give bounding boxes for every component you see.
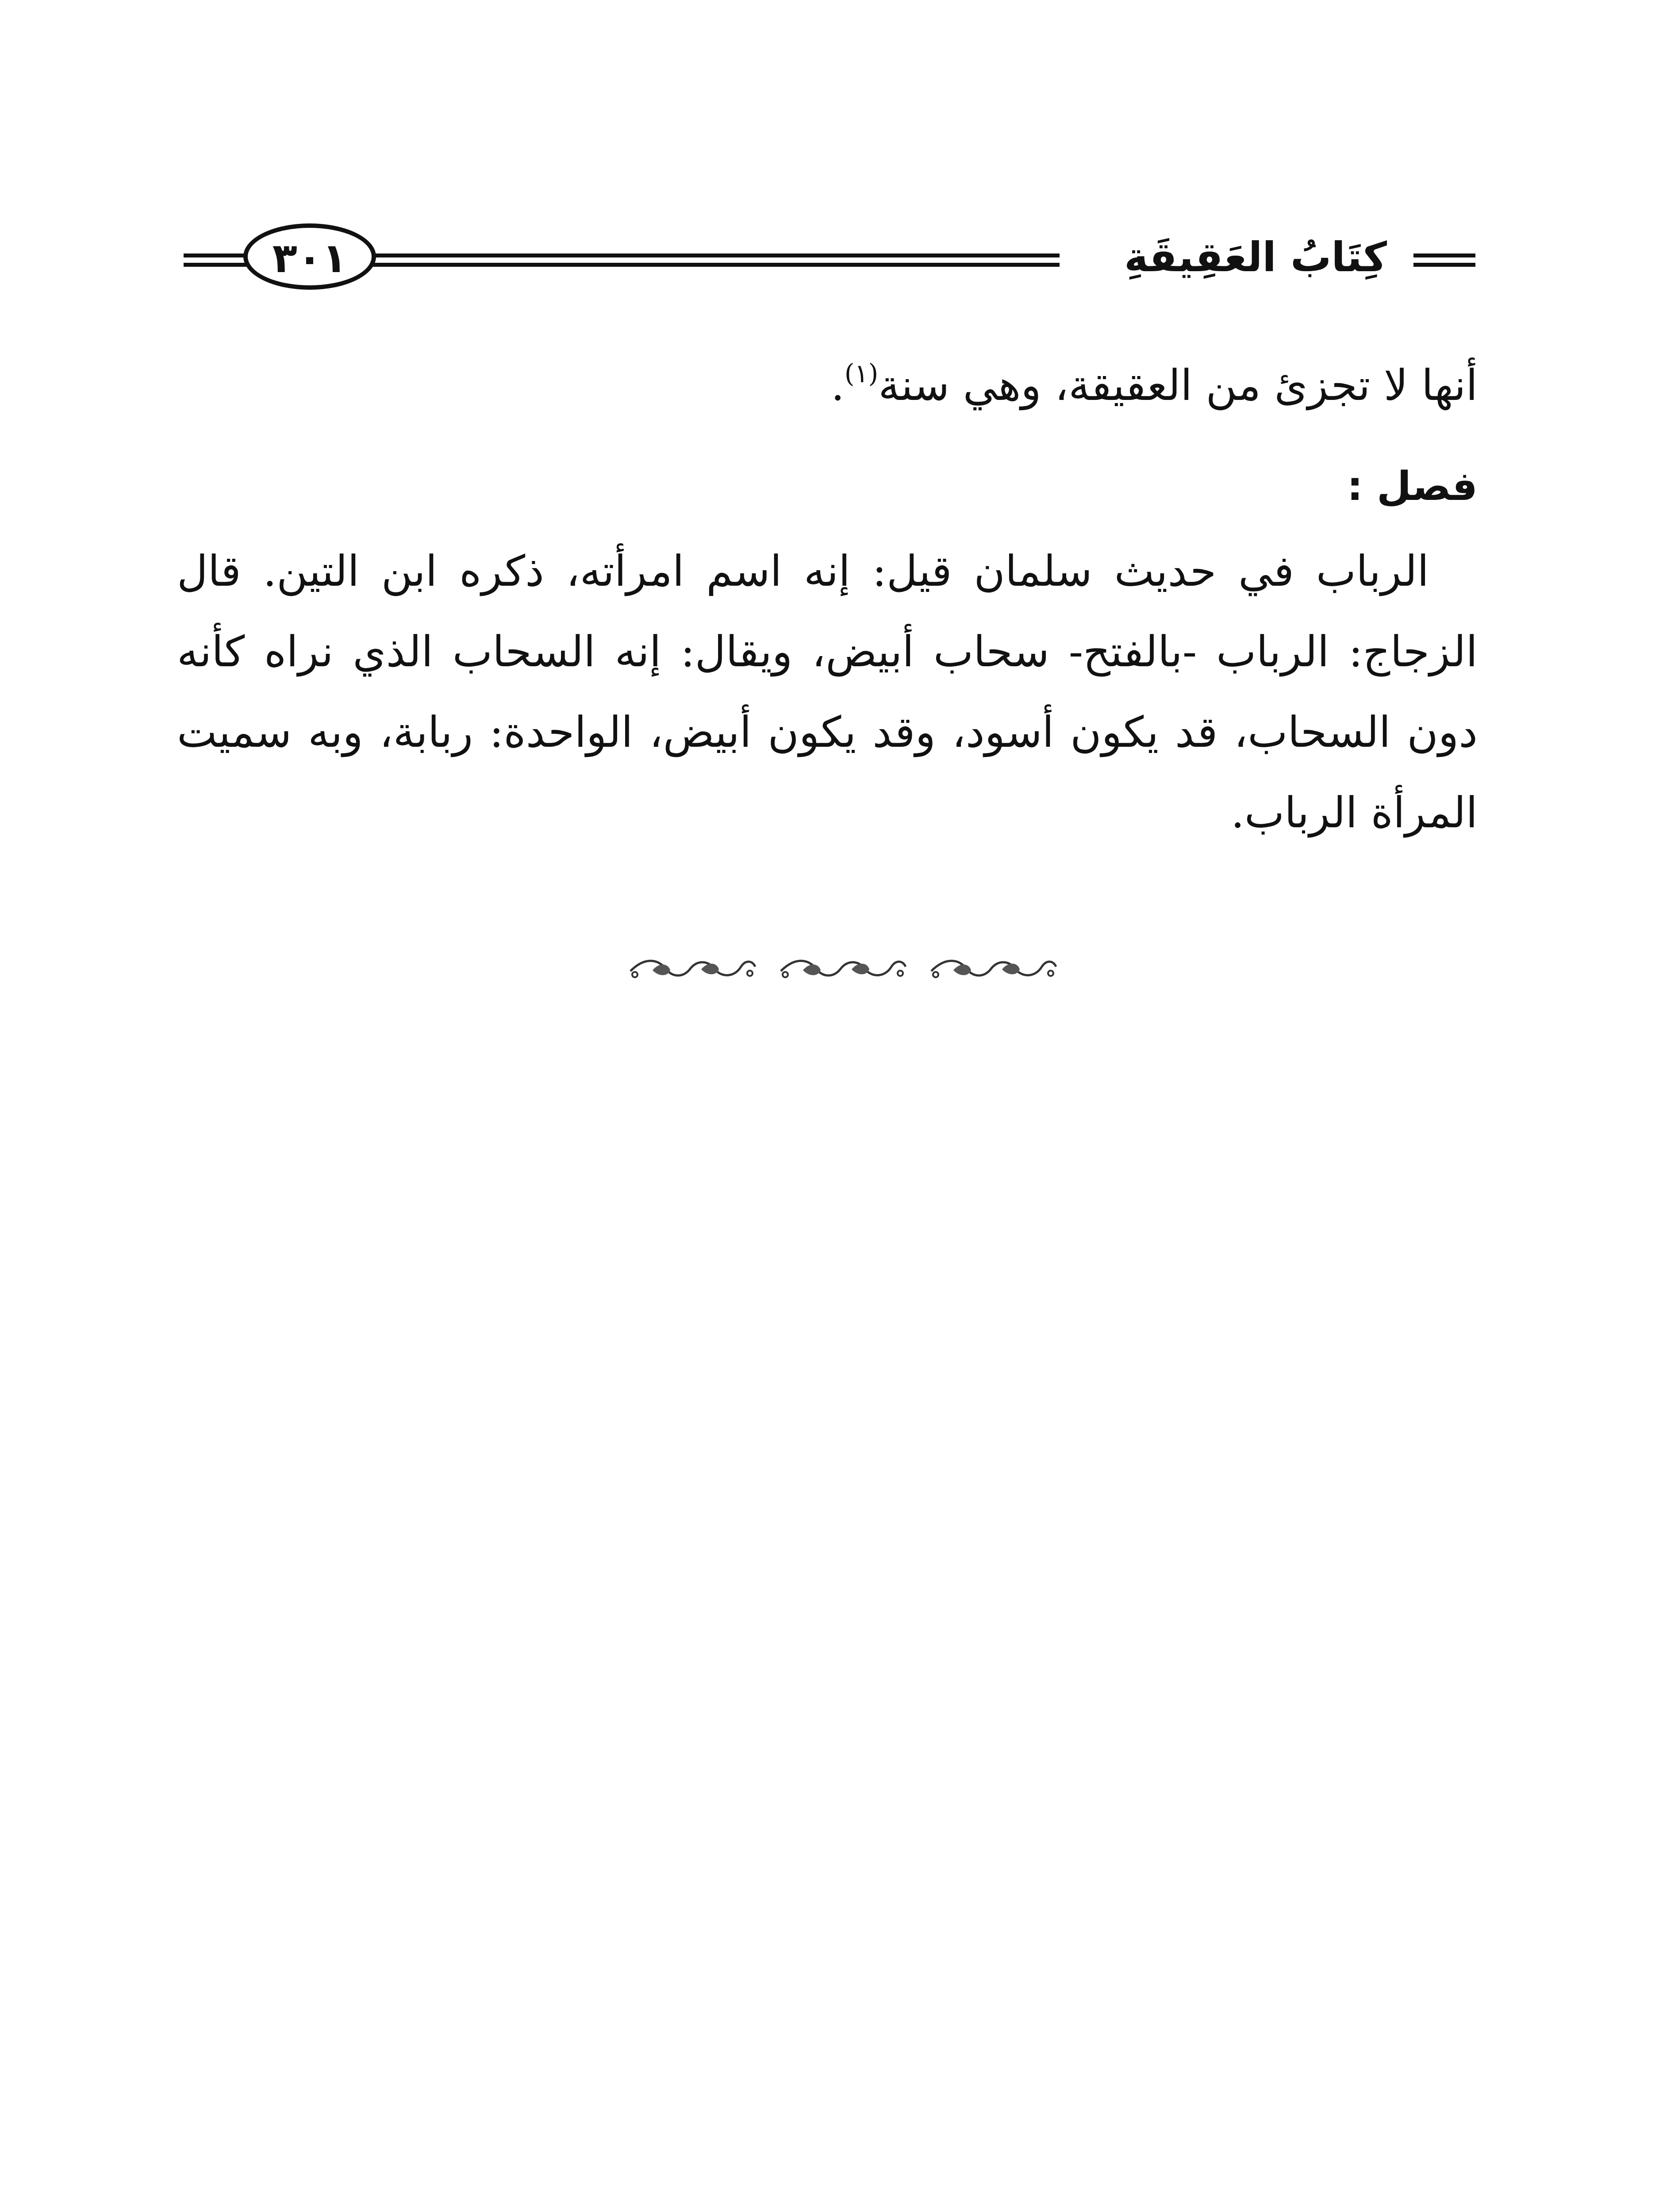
first-line-end: .	[831, 361, 845, 410]
header-rule-right	[1413, 253, 1475, 267]
first-line-text: أنها لا تجزئ من العقيقة، وهي سنة	[878, 361, 1478, 410]
footnote-reference[interactable]: (١)	[844, 358, 879, 388]
ornament-unit-3	[927, 953, 1060, 984]
page-number-frame	[243, 223, 376, 290]
running-header	[184, 223, 1475, 303]
floral-divider-icon	[626, 951, 1060, 987]
book-title: كِتَابُ العَقِيقَةِ	[1124, 234, 1387, 281]
body-text	[177, 345, 1478, 853]
ornament-unit-1	[626, 953, 759, 984]
main-paragraph: الرباب في حديث سلمان قيل: إنه اسم امرأته، ذكره ابن التين. قال الزجاج: الرباب -بالفتح- سحاب أبيض، ويقال: إنه السحاب الذي نراه كأنه دون السحاب، قد يكون أسود، وقد يكون أبيض، الواحدة: ربابة، وبه سميت المرأة الرباب.	[177, 546, 1478, 837]
section-heading: فصل :	[1347, 463, 1478, 510]
ornament-unit-2	[776, 953, 909, 984]
page-number: ٣٠١	[272, 234, 347, 282]
first-line	[177, 345, 1478, 426]
